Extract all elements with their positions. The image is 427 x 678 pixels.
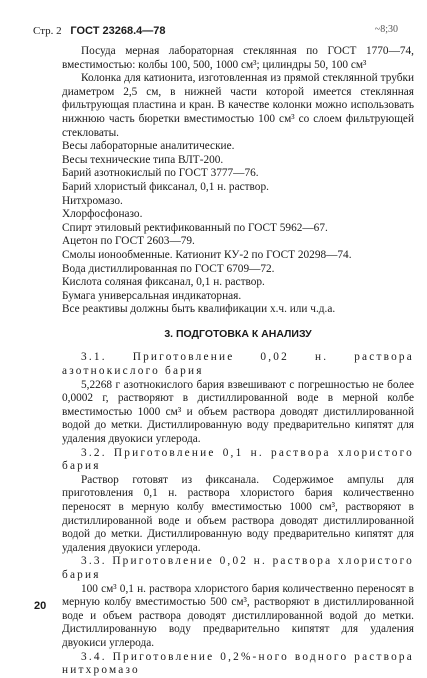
document-body <box>62 45 414 678</box>
paragraph-3-2: Раствор готовят из фиксанала. Содержимое ампулы для приготовления 0,1 н. раствора хлористого бария количественно переносят в мерную колбу вместимостью 1000 см³, растворяют в дистиллированной воде и объем раствора доводят дистиллированной водой до метки. Дистиллированную воду предварительно кипятят для удаления двуокиси углерода. <box>62 473 414 554</box>
list-item: Бумага универсальная индикаторная. <box>62 289 242 302</box>
list-item: Кислота соляная фиксанал, 0,1 н. раствор. <box>62 276 265 289</box>
page-header <box>33 25 398 38</box>
paragraph-glassware: Посуда мерная лабораторная стеклянная по ГОСТ 1770—74, вместимостью: колбы 100, 500, 1000 см³; цилиндры 50, 100 см³ <box>62 45 414 71</box>
section-heading: 3. ПОДГОТОВКА К АНАЛИЗУ <box>164 327 312 340</box>
list-item: Хлорфосфоназо. <box>62 208 143 221</box>
list-item: Барий хлористый фиксанал, 0,1 н. раствор. <box>62 180 269 193</box>
subsection-heading-3-1: 3.1. Приготовление 0,02 н. раствора азотнокислого бария <box>62 351 414 378</box>
page-number: 20 <box>34 600 47 612</box>
subsection-heading-3-2: 3.2. Приготовление 0,1 н. раствора хлористого бария <box>62 446 414 473</box>
list-item: Ацетон по ГОСТ 2603—79. <box>62 235 195 248</box>
list-item: Барий азотнокислый по ГОСТ 3777—76. <box>62 167 259 180</box>
paragraph-3-1: 5,2268 г азотнокислого бария взвешивают с погрешностью не более 0,0002 г, растворяют в дистиллированной воде в мерной колбе вместимостью 1000 см³ и объем раствора доводят дистиллированной водой до метки. Дистиллированную воду предварительно кипятят для удаления двуокиси углерода. <box>62 378 414 446</box>
paragraph-column: Колонка для катионита, изготовленная из прямой стеклянной трубки диаметром 2,5 см, в нижней части которой имеется стеклянная фильтрующая пластина и кран. В качестве колонки можно использовать нижнюю часть бюретки вместимостью 100 см³ со слоем фильтрующей стекловаты. <box>62 72 414 139</box>
corner-mark: ~8;30 <box>374 24 398 35</box>
subsection-heading-3-4: 3.4. Приготовление 0,2%-ного водного раствора нитхромазо <box>62 650 414 677</box>
list-item: Весы технические типа ВЛТ-200. <box>62 153 224 166</box>
standard-number: ГОСТ 23268.4—78 <box>70 25 166 37</box>
list-item: Все реактивы должны быть квалификации х.ч. или ч.д.а. <box>62 303 336 316</box>
list-item: Весы лабораторные аналитические. <box>62 140 235 153</box>
list-item: Смолы ионообменные. Катионит КУ-2 по ГОСТ 20298—74. <box>62 248 352 261</box>
list-item: Спирт этиловый ректификованный по ГОСТ 5962—67. <box>62 221 328 234</box>
paragraph-3-3: 100 см³ 0,1 н. раствора хлористого бария количественно переносят в мерную колбу вместимостью 500 см³, растворяют в дистиллированной воде и объем раствора доводят дистиллированной водой до метки. Дистиллированную воду предварительно кипятят для удаления двуокиси углерода. <box>62 582 414 649</box>
page-label: Стр. 2 <box>33 25 62 37</box>
list-item: Вода дистиллированная по ГОСТ 6709—72. <box>62 262 275 275</box>
list-item: Нитхромазо. <box>62 194 123 207</box>
subsection-heading-3-3: 3.3. Приготовление 0,02 н. раствора хлористого бария <box>62 555 414 581</box>
